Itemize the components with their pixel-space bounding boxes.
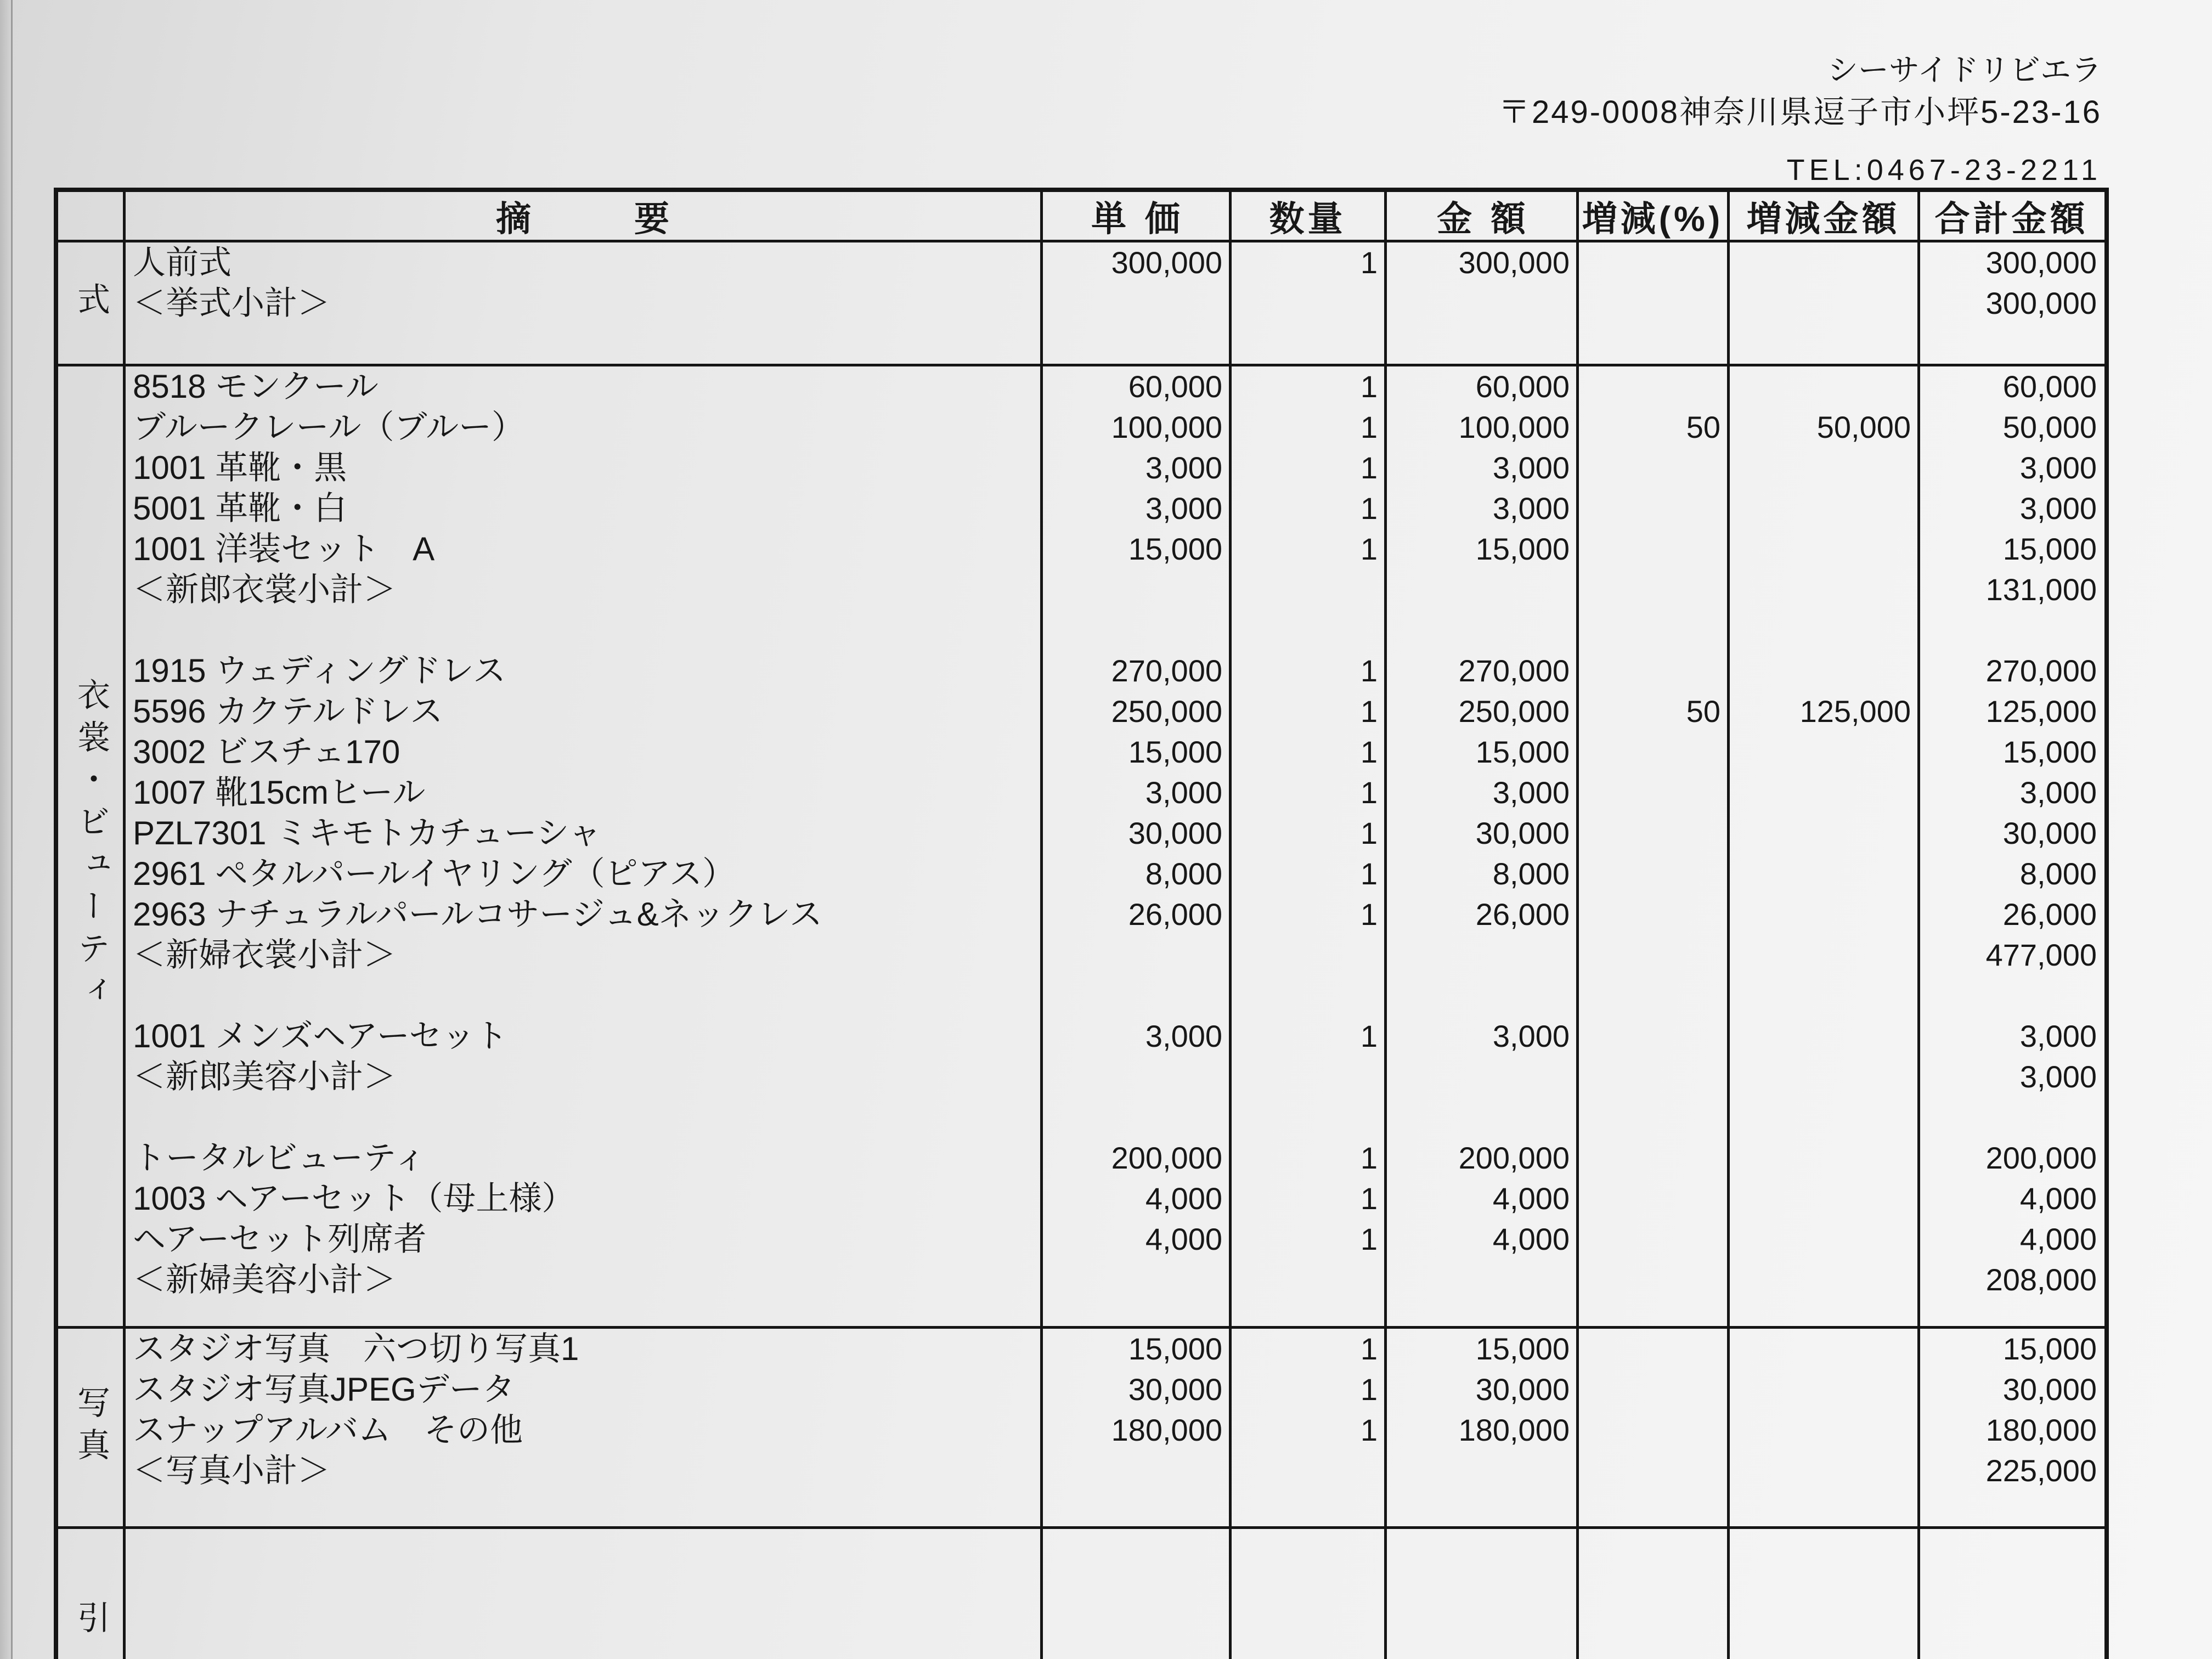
total-cell: 4,000 [2019,1181,2097,1216]
description-cell: ＜新郎美容小計＞ [133,1058,396,1095]
quantity-cell: 1 [1360,653,1378,688]
quantity-cell: 1 [1360,775,1378,810]
quantity-cell: 1 [1360,245,1378,280]
amount-cell: 60,000 [1475,369,1570,404]
total-cell: 15,000 [2002,532,2097,566]
unit-price-cell: 60,000 [1128,369,1222,404]
quantity-cell: 1 [1360,410,1378,444]
section-label: 衣裳・ビューティ [73,677,110,1015]
description-cell: 1003 ヘアーセット（母上様） [133,1180,575,1217]
line-item-row [124,651,2104,691]
header-quantity: 数量 [1269,199,1346,239]
description-cell: ＜新婦美容小計＞ [133,1261,396,1298]
section-gifts [58,1529,2104,1659]
table-header-row [58,192,2104,242]
subtotal-row [124,1451,2104,1491]
total-cell: 60,000 [2002,369,2097,404]
amount-cell: 30,000 [1475,816,1570,850]
unit-price-cell: 4,000 [1145,1222,1222,1256]
total-cell: 125,000 [1985,694,2097,729]
quantity-cell: 1 [1360,532,1378,566]
line-item-row [124,366,2104,407]
header-description: 摘 要 [496,199,680,239]
description-cell: 1915 ウェディングドレス [133,652,506,689]
quantity-cell: 1 [1360,1019,1378,1053]
amount-cell: 3,000 [1492,450,1570,485]
change-amount-cell: 50,000 [1816,410,1911,444]
total-cell: 3,000 [2019,450,2097,485]
section-rows [124,242,2104,324]
unit-price-cell: 30,000 [1128,1372,1222,1407]
description-cell: 5001 革靴・白 [133,490,347,527]
amount-cell: 4,000 [1492,1222,1570,1256]
line-item-row [124,732,2104,772]
line-item-row [124,813,2104,854]
description-cell: トータルビューティ [133,1139,427,1176]
total-cell: 15,000 [2002,735,2097,769]
line-item-row [124,772,2104,813]
change-percent-cell: 50 [1686,410,1720,444]
total-cell: 3,000 [2019,491,2097,526]
amount-cell: 4,000 [1492,1181,1570,1216]
unit-price-cell: 15,000 [1128,1331,1222,1366]
description-cell: PZL7301 ミキモトカチューシャ [133,815,602,851]
unit-price-cell: 30,000 [1128,816,1222,850]
line-item-row [124,242,2104,283]
description-cell: 3002 ビスチェ170 [133,733,400,770]
line-item-row [124,407,2104,448]
header-amount: 金 額 [1437,199,1530,239]
description-cell: 2963 ナチュラルパールコサージュ&ネックレス [133,896,822,933]
unit-price-cell: 200,000 [1111,1141,1222,1175]
estimate-table [54,188,2109,1659]
line-item-row [124,488,2104,529]
unit-price-cell: 4,000 [1145,1181,1222,1216]
amount-cell: 15,000 [1475,735,1570,769]
total-cell: 3,000 [2019,1059,2097,1094]
company-address: 〒249-0008神奈川県逗子市小坪5-23-16 [1498,94,2102,130]
amount-cell: 300,000 [1458,245,1570,280]
description-cell: ＜新郎衣裳小計＞ [133,571,396,608]
description-cell: 1001 メンズヘアーセット [133,1018,508,1054]
line-item-row [124,1219,2104,1260]
total-cell: 477,000 [1985,938,2097,972]
total-cell: 3,000 [2019,775,2097,810]
header-change-percent: 増減(%) [1582,199,1724,239]
quantity-cell: 1 [1360,1413,1378,1447]
unit-price-cell: 15,000 [1128,735,1222,769]
line-item-row [124,1410,2104,1451]
total-cell: 270,000 [1985,653,2097,688]
subtotal-row [124,1057,2104,1097]
total-cell: 8,000 [2019,856,2097,891]
subtotal-row [124,283,2104,324]
quantity-cell: 1 [1360,897,1378,932]
amount-cell: 3,000 [1492,775,1570,810]
section-ceremony [58,242,2104,366]
header-unit-price: 単 価 [1091,199,1184,239]
change-percent-cell: 50 [1686,694,1720,729]
section-label-cell [58,1329,124,1526]
paper-edge-shadow [0,0,13,1659]
description-cell: ＜挙式小計＞ [133,285,330,321]
subtotal-row [124,935,2104,975]
total-cell: 30,000 [2002,816,2097,850]
total-cell: 200,000 [1985,1141,2097,1175]
quantity-cell: 1 [1360,491,1378,526]
amount-cell: 3,000 [1492,1019,1570,1053]
quantity-cell: 1 [1360,1372,1378,1407]
quantity-cell: 1 [1360,369,1378,404]
line-item-row [124,854,2104,894]
total-cell: 30,000 [2002,1372,2097,1407]
amount-cell: 100,000 [1458,410,1570,444]
unit-price-cell: 180,000 [1111,1413,1222,1447]
section-rows [124,366,2104,1300]
quantity-cell: 1 [1360,1222,1378,1256]
change-amount-cell: 125,000 [1799,694,1911,729]
line-item-row [124,1016,2104,1057]
line-item-row [124,894,2104,935]
subtotal-row [124,1260,2104,1300]
section-label: 引 [73,1600,110,1643]
total-cell: 225,000 [1985,1453,2097,1488]
description-cell: 1001 革靴・黒 [133,449,347,486]
section-label-cell [58,1529,124,1659]
quantity-cell: 1 [1360,694,1378,729]
total-cell: 26,000 [2002,897,2097,932]
group-spacer [124,975,2104,1016]
amount-cell: 30,000 [1475,1372,1570,1407]
unit-price-cell: 26,000 [1128,897,1222,932]
description-cell: 8518 モンクール [133,368,379,405]
unit-price-cell: 3,000 [1145,450,1222,485]
quantity-cell: 1 [1360,1141,1378,1175]
amount-cell: 250,000 [1458,694,1570,729]
amount-cell: 8,000 [1492,856,1570,891]
unit-price-cell: 8,000 [1145,856,1222,891]
line-item-row [124,529,2104,569]
quantity-cell: 1 [1360,1181,1378,1216]
description-cell: 人前式 [133,244,232,281]
section-label: 式 [73,282,110,324]
description-cell: ヘアーセット列席者 [133,1221,427,1257]
unit-price-cell: 3,000 [1145,1019,1222,1053]
unit-price-cell: 15,000 [1128,532,1222,566]
amount-cell: 26,000 [1475,897,1570,932]
section-photo [58,1329,2104,1529]
line-item-row [124,1329,2104,1369]
description-cell: 2961 ペタルパールイヤリング（ピアス） [133,855,736,892]
line-item-row [124,448,2104,488]
total-cell: 4,000 [2019,1222,2097,1256]
description-cell: スタジオ写真JPEGデータ [133,1371,515,1408]
quantity-cell: 1 [1360,450,1378,485]
quantity-cell: 1 [1360,1331,1378,1366]
quantity-cell: 1 [1360,856,1378,891]
quantity-cell: 1 [1360,735,1378,769]
quantity-cell: 1 [1360,816,1378,850]
line-item-row [124,1138,2104,1178]
line-item-row [124,1369,2104,1410]
description-cell: ＜写真小計＞ [133,1452,330,1489]
amount-cell: 180,000 [1458,1413,1570,1447]
group-spacer [124,610,2104,651]
total-cell: 300,000 [1985,286,2097,320]
amount-cell: 15,000 [1475,532,1570,566]
unit-price-cell: 250,000 [1111,694,1222,729]
unit-price-cell: 100,000 [1111,410,1222,444]
unit-price-cell: 270,000 [1111,653,1222,688]
header-change-amount: 増減金額 [1746,199,1900,239]
unit-price-cell: 3,000 [1145,491,1222,526]
section-label-cell [58,242,124,364]
company-tel: TEL:0467-23-2211 [1786,154,2102,187]
description-cell: ブルークレール（ブルー） [133,409,524,445]
description-cell: ＜新婦衣裳小計＞ [133,936,396,973]
amount-cell: 200,000 [1458,1141,1570,1175]
section-label-cell [58,366,124,1326]
total-cell: 131,000 [1985,572,2097,607]
description-cell: 1007 靴15cmヒール [133,774,426,811]
line-item-row [124,691,2104,732]
total-cell: 3,000 [2019,1019,2097,1053]
header-total: 合計金額 [1934,199,2089,239]
description-cell: 5596 カクテルドレス [133,693,443,730]
total-cell: 50,000 [2002,410,2097,444]
amount-cell: 3,000 [1492,491,1570,526]
total-cell: 15,000 [2002,1331,2097,1366]
amount-cell: 270,000 [1458,653,1570,688]
group-spacer [124,1097,2104,1138]
unit-price-cell: 300,000 [1111,245,1222,280]
section-rows [124,1329,2104,1491]
amount-cell: 15,000 [1475,1331,1570,1366]
total-cell: 180,000 [1985,1413,2097,1447]
total-cell: 208,000 [1985,1262,2097,1297]
section-costume-beauty [58,366,2104,1329]
description-cell: スタジオ写真 六つ切り写真1 [133,1330,579,1367]
description-cell: スナップアルバム その他 [133,1412,523,1448]
line-item-row [124,1178,2104,1219]
total-cell: 300,000 [1985,245,2097,280]
unit-price-cell: 3,000 [1145,775,1222,810]
description-cell: 1001 洋装セット A [133,531,435,567]
company-name: シーサイドリビエラ [1827,53,2102,87]
section-label: 写真 [73,1385,110,1470]
subtotal-row [124,569,2104,610]
